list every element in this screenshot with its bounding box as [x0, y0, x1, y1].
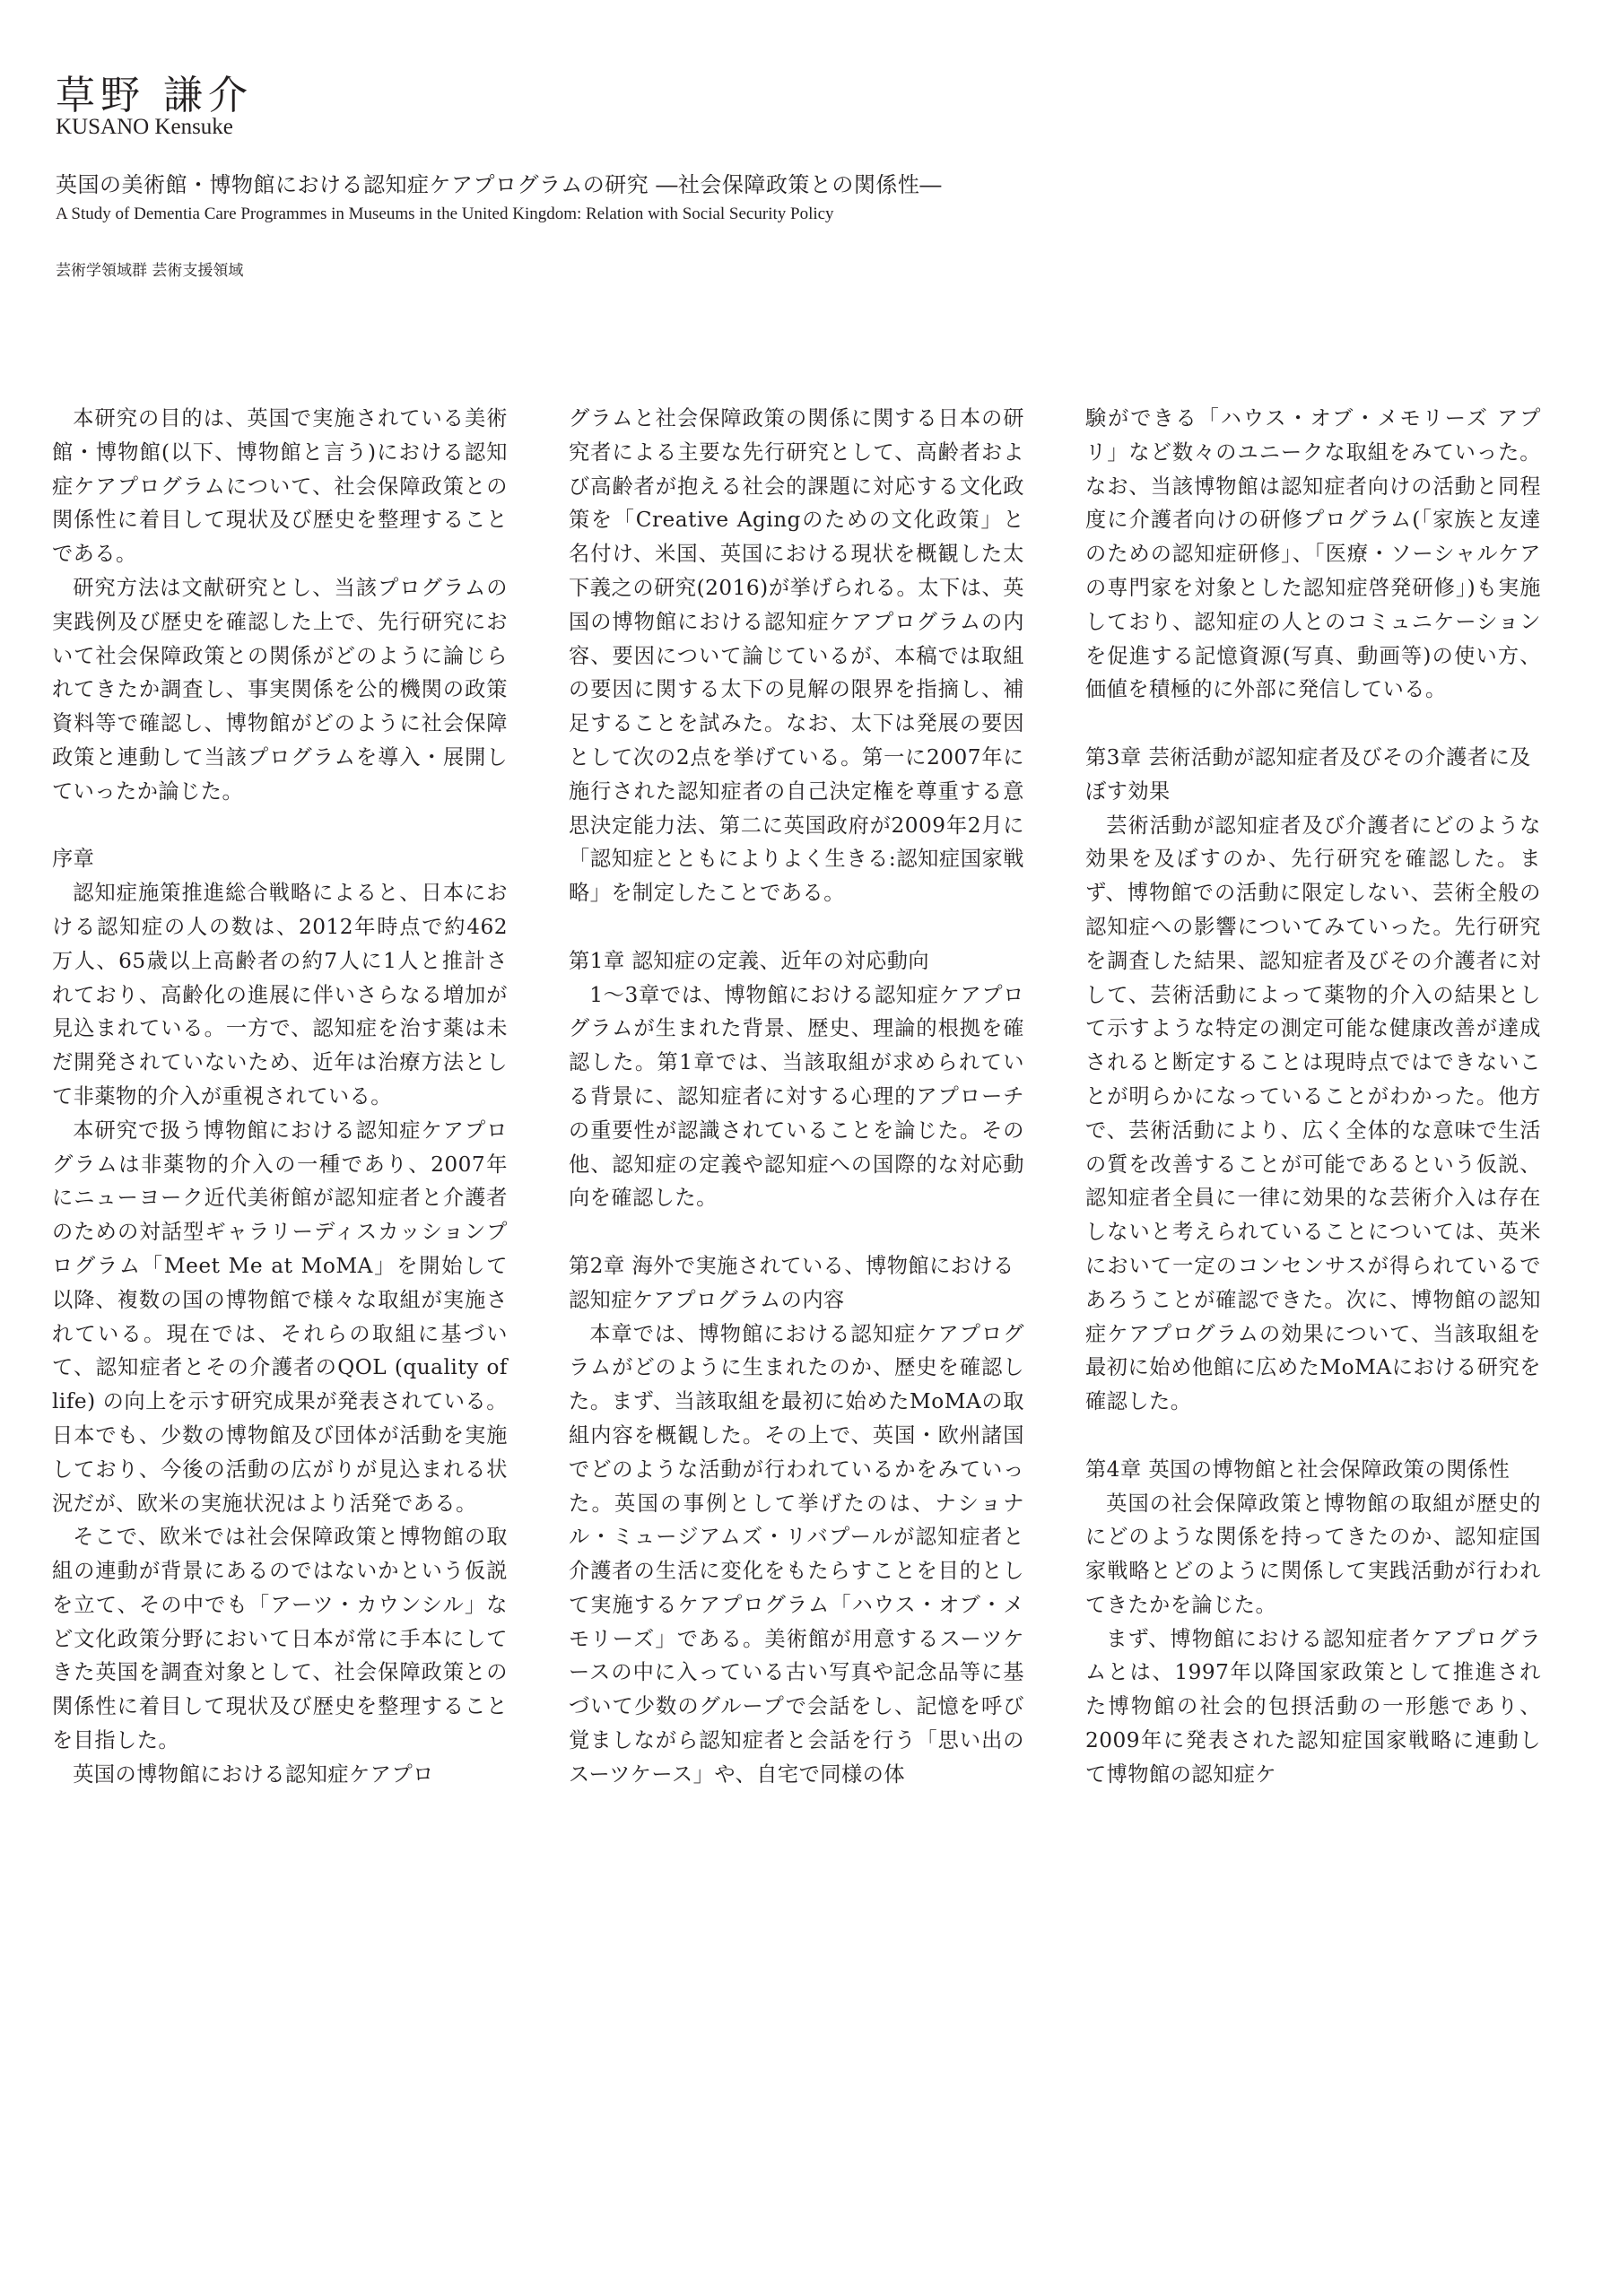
paragraph: まず、博物館における認知症者ケアプログラムとは、1997年以降国家政策として推進された博物館の社会的包摂活動の一形態であり、2009年に発表された認知症国家戦略に連動して博物館の認知症ケ [1085, 1626, 1541, 1787]
section-heading-chapter-4: 第4章 英国の博物館と社会保障政策の関係性 [1085, 1457, 1511, 1482]
paragraph: 認知症施策推進総合戦略によると、日本における認知症の人の数は、2012年時点で約462万人、65歳以上高齢者の約7人に1人と推計されており、高齢化の進展に伴いさらなる増加が見込まれている。一方で、認知症を治す薬は未だ開発されていないため、近年は治療方法として非薬物的介入が重視されている。 [52, 881, 508, 1109]
paragraph: 本章では、博物館における認知症ケアプログラムがどのように生まれたのか、歴史を確認した。まず、当該取組を最初に始めたMoMAの取組内容を概観した。その上で、英国・欧州諸国でどのような活動が行われているかをみていった。英国の事例として挙げたのは、ナショナル・ミュージアムズ・リバプールが認知症者と介護者の生活に変化をもたらすことを目的として実施するケアプログラム「ハウス・オブ・メモリーズ」である。美術館が用意するスーツケースの中に入っている古い写真や記念品等に基づいて少数のグループで会話をし、記憶を呼び覚ましながら認知症者と会話を行う「思い出のスーツケース」や、自宅で同様の体 [569, 1321, 1024, 1787]
paragraph: そこで、欧米では社会保障政策と博物館の取組の連動が背景にあるのではないかという仮説を立て、その中でも「アーツ・カウンシル」など文化政策分野において日本が常に手本にしてきた英国を調査対象として、社会保障政策との関係性に着目して現状及び歴史を整理することを目指した。 [52, 1525, 508, 1753]
column-3 [1085, 402, 1541, 1792]
section-heading-chapter-2: 第2章 海外で実施されている、博物館における認知症ケアプログラムの内容 [569, 1253, 1014, 1312]
paragraph: 英国の社会保障政策と博物館の取組が歴史的にどのような関係を持ってきたのか、認知症国家戦略とどのように関係して実践活動が行われてきたかを論じた。 [1085, 1491, 1541, 1617]
section-heading-chapter-1: 第1章 認知症の定義、近年の対応動向 [569, 948, 930, 973]
author-name-english: KUSANO Kensuke [56, 115, 233, 139]
paragraph: 研究方法は文献研究とし、当該プログラムの実践例及び歴史を確認した上で、先行研究において社会保障政策との関係がどのように論じられてきたか調査し、事実関係を公的機関の政策資料等で確認し、博物館がどのように社会保障政策と連動して当該プログラムを導入・展開していったか論じた。 [52, 575, 508, 804]
paper-title-english: A Study of Dementia Care Programmes in Museums in the United Kingdom: Relation with Social Security Policy [56, 204, 834, 223]
paragraph: 芸術活動が認知症者及び介護者にどのような効果を及ぼすのか、先行研究を確認した。まず、博物館での活動に限定しない、芸術全般の認知症への影響についてみていった。先行研究を調査した結果、認知症者及びその介護者に対して、芸術活動によって薬物的介入の結果として示すような特定の測定可能な健康改善が達成されると断定することは現時点ではできないことが明らかになっていることがわかった。他方で、芸術活動により、広く全体的な意味で生活の質を改善することが可能であるという仮説、認知症者全員に一律に効果的な芸術介入は存在しないと考えられていることについては、英米において一定のコンセンサスが得られているであろうことが確認できた。次に、博物館の認知症ケアプログラムの効果について、当該取組を最初に始め他館に広めたMoMAにおける研究を確認した。 [1085, 813, 1541, 1414]
paragraph: 本研究の目的は、英国で実施されている美術館・博物館(以下、博物館と言う)における認知症ケアプログラムについて、社会保障政策との関係性に着目して現状及び歴史を整理することである。 [52, 406, 508, 567]
section-heading-intro: 序章 [52, 847, 95, 872]
affiliation: 芸術学領域群 芸術支援領域 [56, 262, 244, 280]
column-1 [52, 402, 508, 1792]
author-name-japanese: 草野 謙介 [56, 73, 253, 118]
body-columns [52, 402, 1541, 1792]
paragraph: 1〜3章では、博物館における認知症ケアプログラムが生まれた背景、歴史、理論的根拠を確認した。第1章では、当該取組が求められている背景に、認知症者に対する心理的アプローチの重要性が認識されていることを論じた。その他、認知症の定義や認知症への国際的な対応動向を確認した。 [569, 982, 1024, 1211]
section-heading-chapter-3: 第3章 芸術活動が認知症者及びその介護者に及ぼす効果 [1085, 744, 1531, 804]
paragraph-continued: グラムと社会保障政策の関係に関する日本の研究者による主要な先行研究として、高齢者および高齢者が抱える社会的課題に対応する文化政策を「Creative Agingのための文化政策」と名付け、米国、英国における現状を概観した太下義之の研究(2016)が挙げられる。太下は、英国の博物館における認知症ケアプログラムの内容、要因について論じているが、本稿では取組の要因に関する太下の見解の限界を指摘し、補足することを試みた。なお、太下は発展の要因として次の2点を挙げている。第一に2007年に施行された認知症者の自己決定権を尊重する意思決定能力法、第二に英国政府が2009年2月に「認知症とともによりよく生きる:認知症国家戦略」を制定したことである。 [569, 406, 1024, 906]
paragraph: 英国の博物館における認知症ケアプロ [73, 1761, 434, 1787]
paragraph-continued: 験ができる「ハウス・オブ・メモリーズ アプリ」など数々のユニークな取組をみていった。なお、当該博物館は認知症者向けの活動と同程度に介護者向けの研修プログラム(「家族と友達のための認知症研修」、「医療・ソーシャルケアの専門家を対象とした認知症啓発研修」)も実施しており、認知症の人とのコミュニケーションを促進する記憶資源(写真、動画等)の使い方、価値を積極的に外部に発信している。 [1085, 406, 1541, 702]
column-2 [569, 402, 1024, 1792]
paragraph: 本研究で扱う博物館における認知症ケアプログラムは非薬物的介入の一種であり、2007年にニューヨーク近代美術館が認知症者と介護者のための対話型ギャラリーディスカッションプログラム「Meet Me at MoMA」を開始して以降、複数の国の博物館で様々な取組が実施されている。現在では、それらの取組に基づいて、認知症者とその介護者のQOL (quality of life) の向上を示す研究成果が発表されている。日本でも、少数の博物館及び団体が活動を実施しており、今後の活動の広がりが見込まれる状況だが、欧米の実施状況はより活発である。 [52, 1118, 508, 1516]
paper-title-japanese: 英国の美術館・博物館における認知症ケアプログラムの研究 ―社会保障政策との関係性― [56, 172, 942, 197]
